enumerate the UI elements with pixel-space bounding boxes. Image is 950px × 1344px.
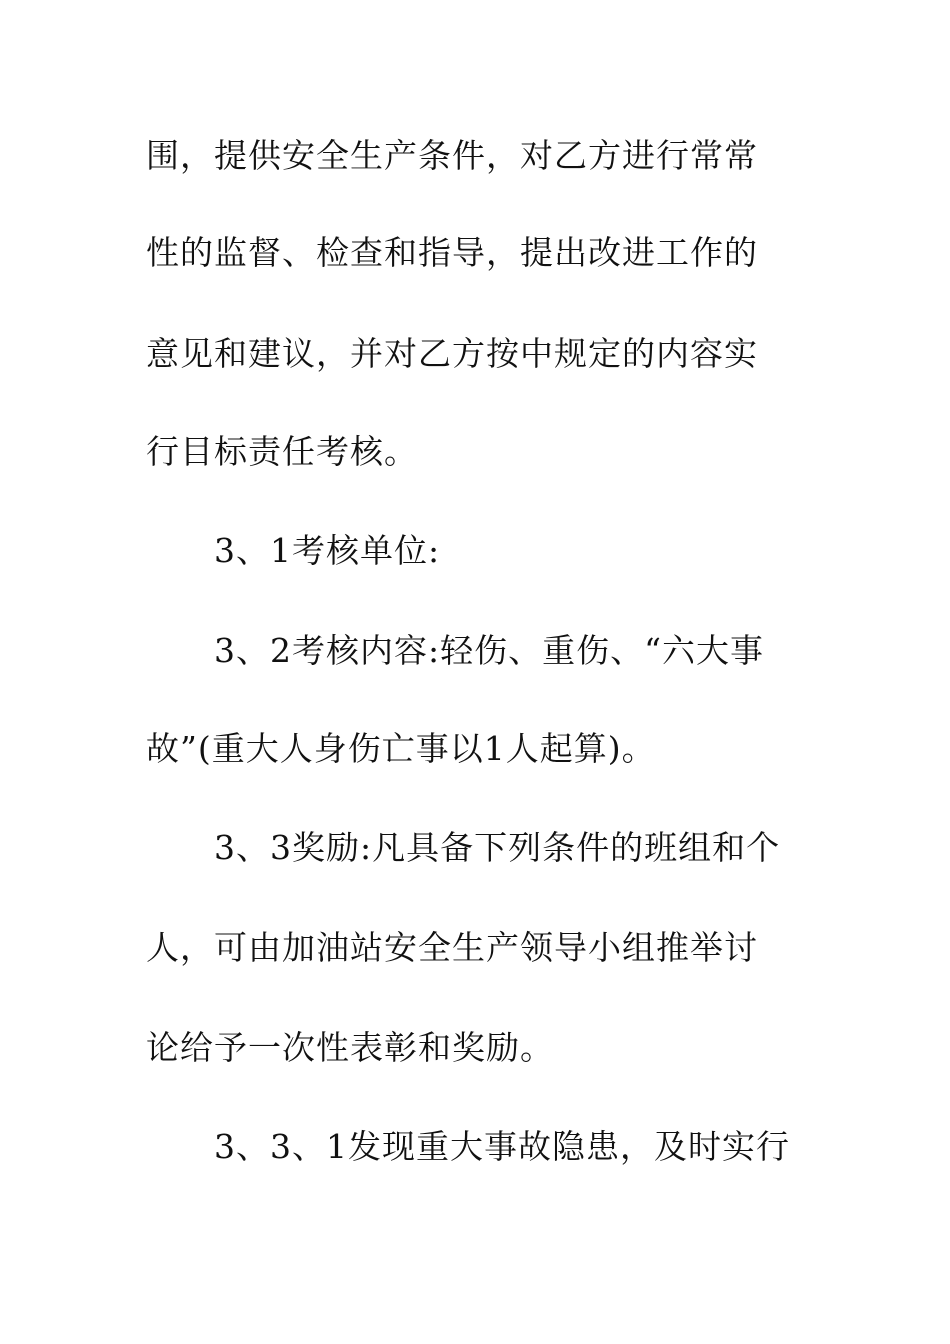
paragraph-line: 论给予一次性表彰和奖励。 — [146, 1028, 554, 1067]
paragraph-line: 3、2考核内容:轻伤、重伤、“六大事 — [214, 631, 764, 670]
paragraph-line: 3、3奖励:凡具备下列条件的班组和个 — [214, 828, 781, 867]
paragraph-line: 围，提供安全生产条件，对乙方进行常常 — [146, 136, 758, 175]
section-heading: 3、1考核单位: — [214, 531, 441, 570]
paragraph-line: 3、3、1发现重大事故隐患，及时实行 — [214, 1127, 790, 1166]
paragraph-line: 人，可由加油站安全生产领导小组推举讨 — [146, 928, 758, 967]
paragraph-line: 行目标责任考核。 — [146, 432, 418, 471]
paragraph-line: 性的监督、检查和指导，提出改进工作的 — [146, 233, 758, 272]
paragraph-line: 故”(重大人身伤亡事以1人起算)。 — [146, 729, 656, 768]
paragraph-line: 意见和建议，并对乙方按中规定的内容实 — [146, 334, 758, 373]
